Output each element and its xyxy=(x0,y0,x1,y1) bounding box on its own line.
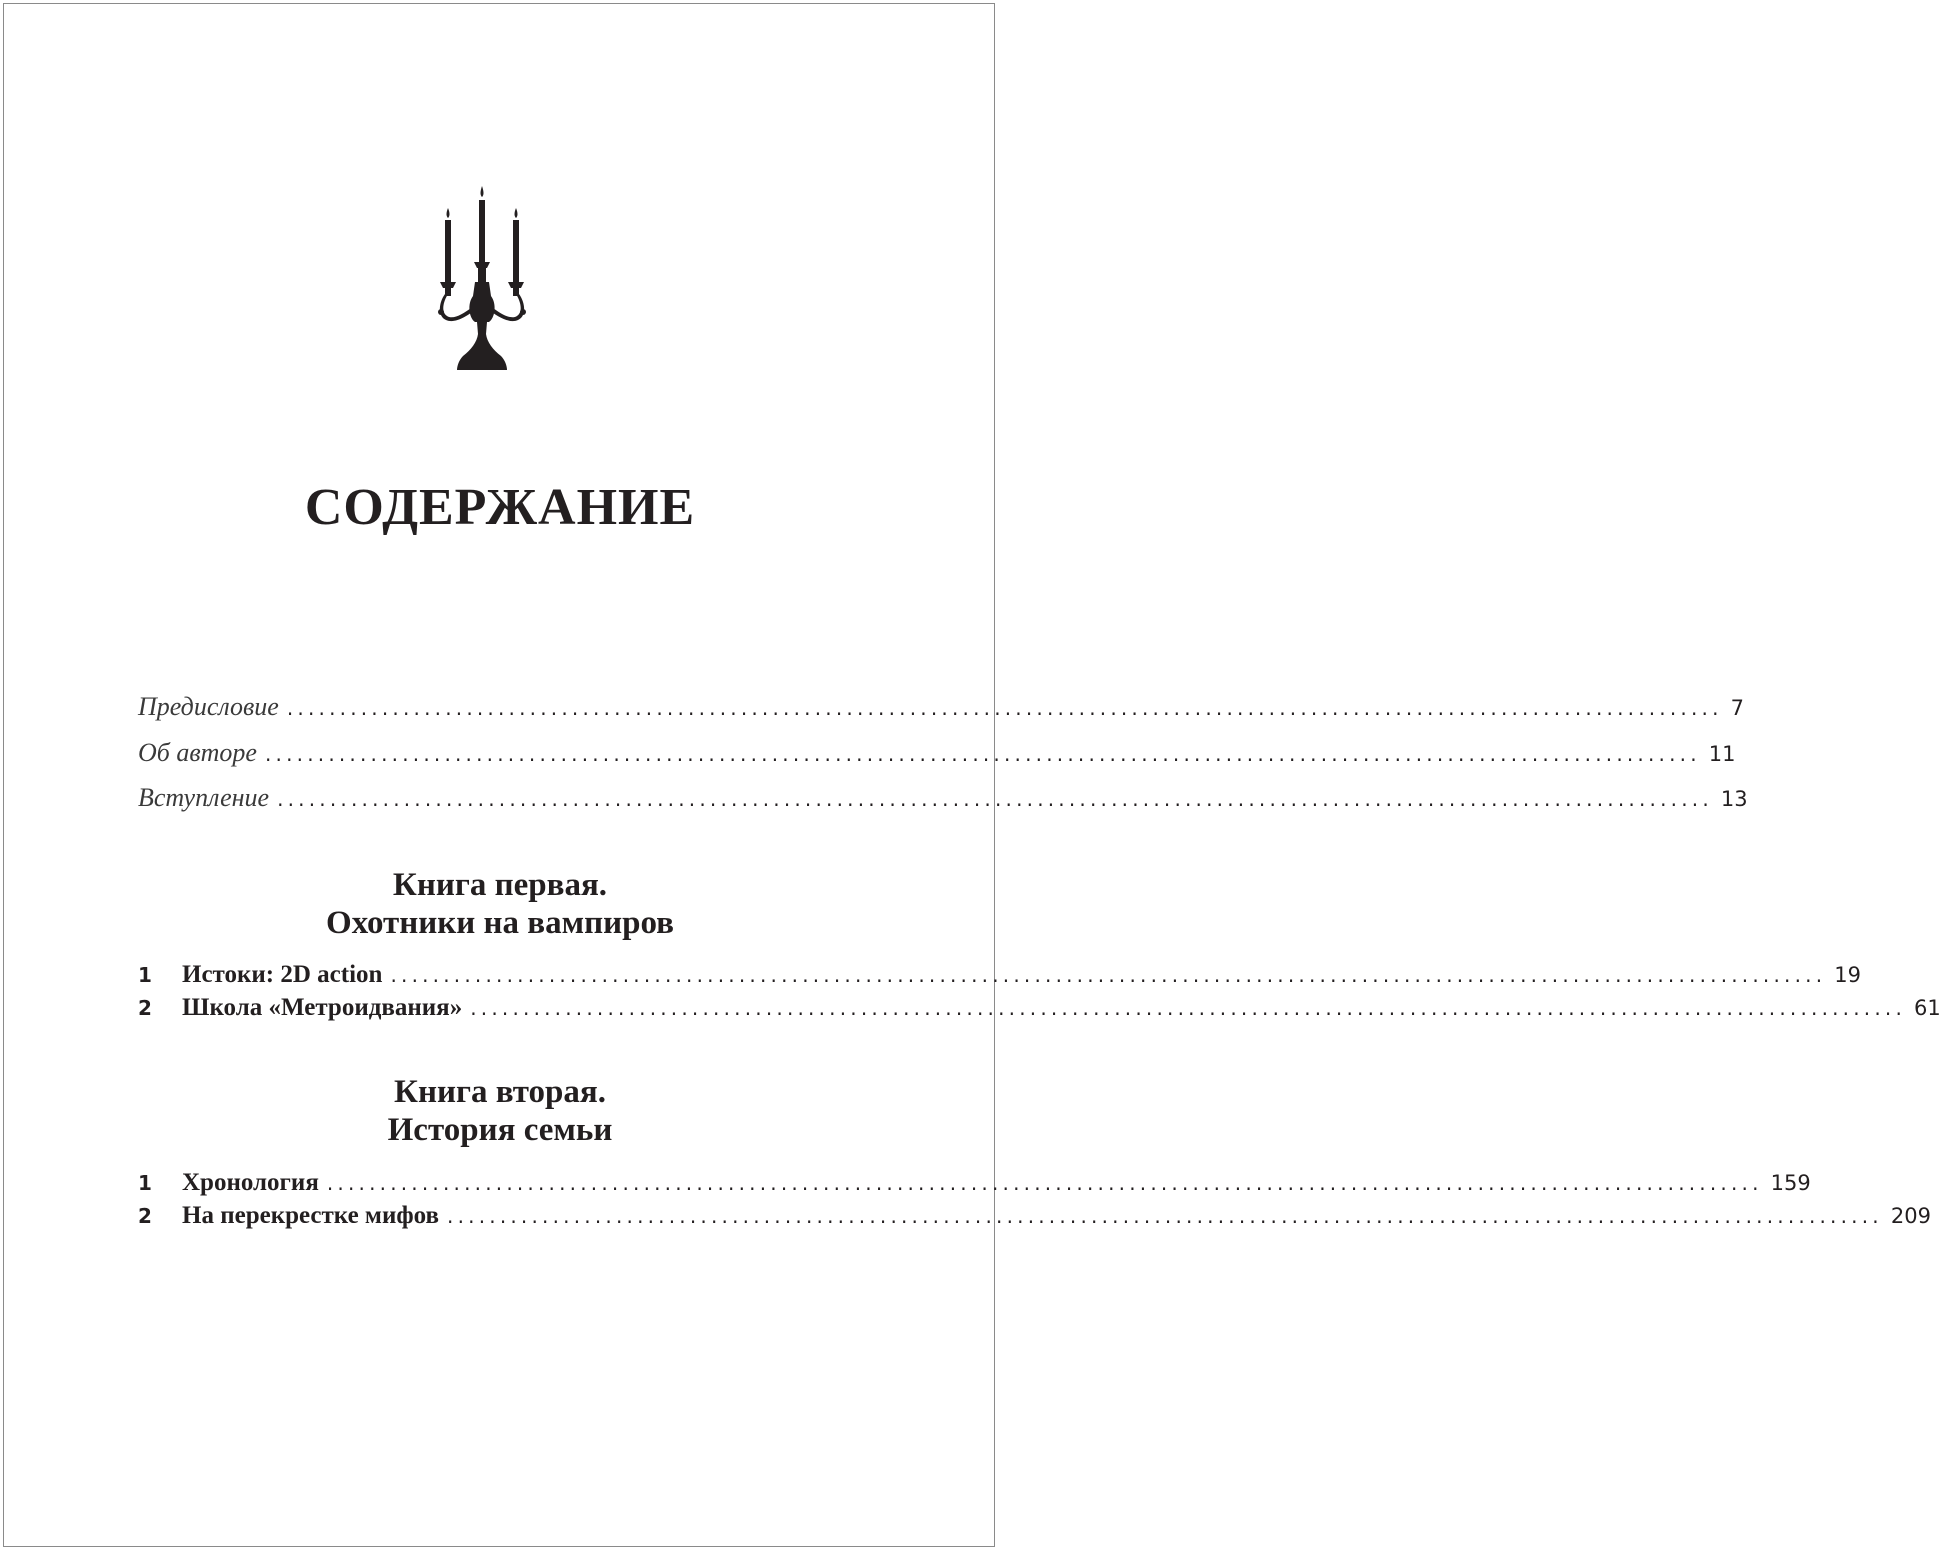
chapter-page: 159 xyxy=(1770,1171,1811,1195)
toc-entry-introduction[interactable] xyxy=(138,783,1748,813)
dot-leader: ........................................................................................................................................ xyxy=(286,696,1723,720)
toc-entry-label: Об авторе xyxy=(138,738,257,767)
toc-entry-page: 11 xyxy=(1708,742,1736,766)
toc-entry-label: Вступление xyxy=(138,783,270,812)
dot-leader: ........................................................................................................................................ xyxy=(326,1171,1763,1195)
dot-leader: ........................................................................................................................................ xyxy=(264,742,1701,766)
page-title: СОДЕРЖАНИЕ xyxy=(304,479,696,536)
toc-entry-page: 7 xyxy=(1730,696,1745,720)
chapter-title: Школа «Метроидвания» xyxy=(182,994,463,1021)
toc-entry-label: Предисловие xyxy=(138,692,279,721)
dot-leader: ........................................................................................................................................ xyxy=(390,963,1827,987)
toc-entry-page: 13 xyxy=(1720,787,1748,811)
chapter-title: На перекрестке мифов xyxy=(182,1202,440,1229)
book-two-title: Книга вторая. xyxy=(394,1074,606,1110)
book-one-title: Книга первая. xyxy=(392,867,608,903)
dot-leader: ........................................................................................................................................ xyxy=(447,1204,1883,1228)
chapter-number: 2 xyxy=(138,996,152,1020)
chapter-number: 1 xyxy=(138,963,152,987)
candelabra-icon xyxy=(437,186,527,374)
toc-entry-preface[interactable] xyxy=(138,692,1745,722)
toc-chapter-chronology[interactable] xyxy=(138,1169,1811,1197)
toc-chapter-metroidvania[interactable] xyxy=(138,994,1941,1022)
chapter-title: Истоки: 2D action xyxy=(182,961,383,988)
chapter-number: 1 xyxy=(138,1171,152,1195)
chapter-page: 61 xyxy=(1914,996,1941,1020)
book-one-heading xyxy=(0,866,1000,942)
toc-entry-about-author[interactable] xyxy=(138,738,1736,768)
dot-leader: ........................................................................................................................................ xyxy=(470,996,1907,1020)
chapter-title: Хронология xyxy=(182,1169,319,1196)
dot-leader: ........................................................................................................................................ xyxy=(277,787,1713,811)
chapter-number: 2 xyxy=(138,1204,152,1228)
chapter-page: 19 xyxy=(1834,963,1861,987)
book-two-subtitle: История семьи xyxy=(387,1112,613,1148)
chapter-page: 209 xyxy=(1890,1204,1931,1228)
toc-chapter-crossroads-of-myths[interactable] xyxy=(138,1202,1931,1230)
book-one-subtitle: Охотники на вампиров xyxy=(326,905,674,941)
toc-chapter-origins[interactable] xyxy=(138,961,1861,989)
book-two-heading xyxy=(0,1073,1000,1149)
